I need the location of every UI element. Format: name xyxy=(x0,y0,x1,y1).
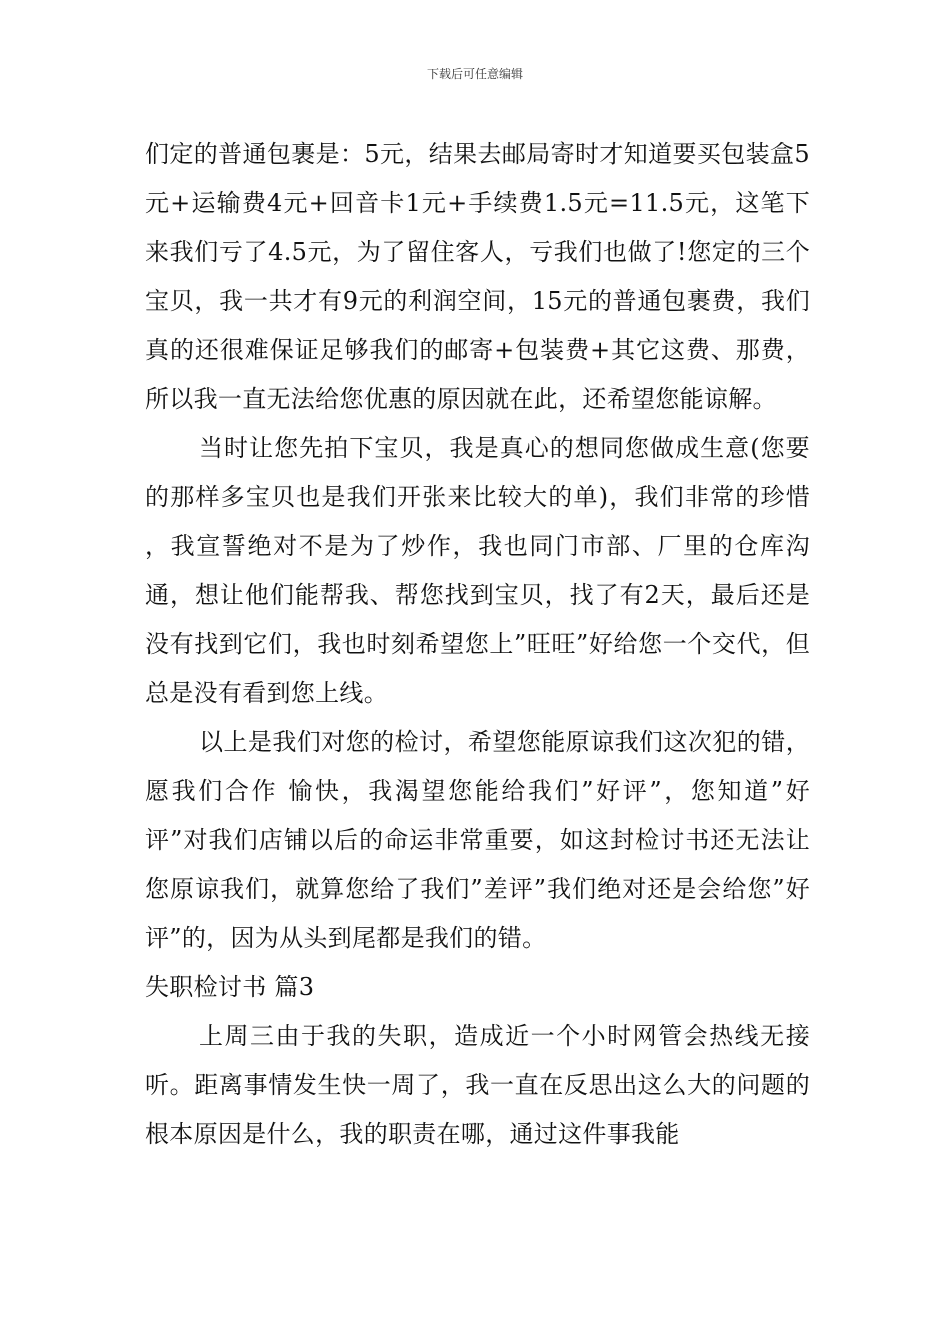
paragraph-treasure-order: 当时让您先拍下宝贝，我是真心的想同您做成生意(您要的那样多宝贝也是我们开张来比较大的单)，我们非常的珍惜 ，我宣誓绝对不是为了炒作，我也同门市部、厂里的仓库沟通，想让他们能帮我、帮您找到宝贝，找了有2天，最后还是没有找到它们，我也时刻希望您上”旺旺”好给您一个交代，但总是没有看到您上线。 xyxy=(145,434,810,707)
paragraph-apology-review: 以上是我们对您的检讨，希望您能原谅我们这次犯的错，愿我们合作 愉快，我渴望您能给我们”好评”，您知道”好评”对我们店铺以后的命运非常重要，如这封检讨书还无法让您原谅我们，就算您给了我们”差评”我们绝对还是会给您”好评”的，因为从头到尾都是我们的错。 xyxy=(145,728,810,952)
page-header: 下载后可任意编辑 xyxy=(426,67,523,81)
paragraph-continuation: 们定的普通包裹是：5元，结果去邮局寄时才知道要买包装盒5元+运输费4元+回音卡1元+手续费1.5元=11.5元，这笔下来我们亏了4.5元，为了留住客人，亏我们也做了!您定的三个宝贝，我一共才有9元的利润空间，15元的普通包裹费，我们真的还很难保证足够我们的邮寄+包装费+其它这费、那费，所以我一直无法给您优惠的原因就在此，还希望您能谅解。 xyxy=(145,140,810,413)
document-body xyxy=(145,130,810,1159)
section-heading: 失职检讨书 篇3 xyxy=(145,973,315,1001)
paragraph-negligence: 上周三由于我的失职，造成近一个小时网管会热线无接听。距离事情发生快一周了，我一直在反思出这么大的问题的根本原因是什么，我的职责在哪，通过这件事我能 xyxy=(145,1022,810,1148)
